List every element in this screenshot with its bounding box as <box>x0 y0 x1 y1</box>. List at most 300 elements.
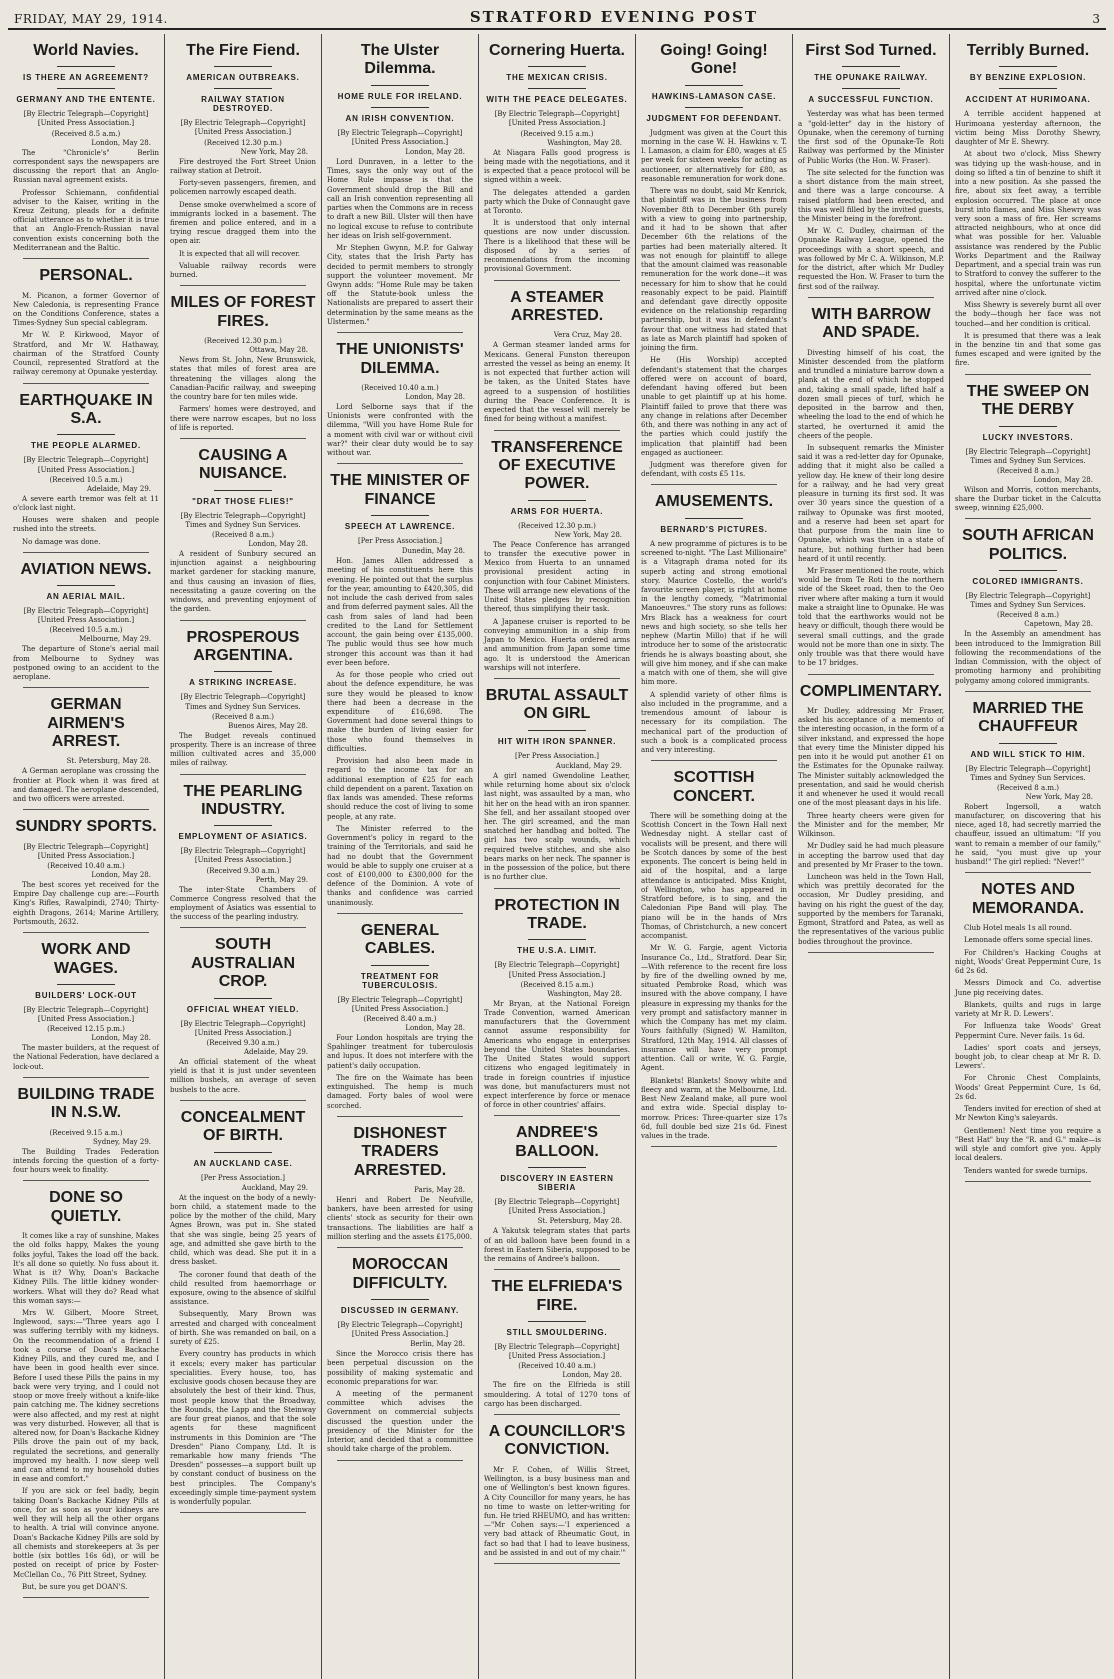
article-paragraph: Since the Morocco crisis there has been perpetual discussion on the possibility of making systematic and economic preparations for war. <box>327 1350 473 1386</box>
article-paragraph: If you are sick or feel badly, begin taking Doan's Backache Kidney Pills at once, for as soon as your kidneys are well they will help all the other organs to health. A trial will convince anyone. Doan's Backache Kidney Pills are sold by all chemists and storekeepers at 3s per bottle (six bottles 16s 6d), or will be posted on receipt of price by Foster-McClellan Co., 76 Pitt Street, Sydney. <box>13 1487 159 1579</box>
article-paragraph: It is presumed that there was a leak in the benzine tin and that some gas fumes escaped and were ignited by the fire. <box>955 331 1101 368</box>
article-paragraph: It is understood that only internal questions are now under discussion. There is a likelihood that these will be disposed of by a series of recommendations from the incoming provisional Government. <box>484 219 630 274</box>
article-divider <box>494 888 620 889</box>
article-deck: DISCOVERY IN EASTERN SIBERIA <box>500 1174 614 1193</box>
article-divider <box>494 1563 620 1564</box>
article-divider <box>23 1597 149 1598</box>
article-headline: THE SWEEP ON THE DERBY <box>966 382 1090 419</box>
article-paragraph: Subsequently, Mary Brown was arrested and charged with concealment of birth. She was remanded on bail, on a surety of £25. <box>170 1310 316 1347</box>
divider-rule <box>685 85 743 86</box>
article-headline: BUILDING TRADE IN N.S.W. <box>17 1085 155 1122</box>
article-paragraph: Dense smoke overwhelmed a score of immigrants locked in a basement. The firemen and police entered, and in a trying rescue dragged them into the open air. <box>170 200 316 246</box>
article <box>13 1086 159 1181</box>
article-divider <box>23 809 149 810</box>
article-deck: OFFICIAL WHEAT YIELD. <box>186 1004 300 1014</box>
article <box>955 42 1101 375</box>
article-headline: EARTHQUAKE IN S.A. <box>19 391 153 428</box>
article <box>327 341 473 464</box>
article-headline: GERMAN AIRMEN'S ARREST. <box>47 696 125 751</box>
article-paragraph: Blankets, quilts and rugs in large variety at Mr R. D. Lewers'. <box>955 1000 1101 1019</box>
wire-credit: [By Electric Telegraph—Copyright] [United Press Association.] <box>337 1320 463 1338</box>
divider-rule <box>999 570 1057 571</box>
article <box>170 447 316 621</box>
article-headline: SOUTH AUSTRALIAN CROP. <box>191 936 295 991</box>
article-divider <box>23 932 149 933</box>
wire-credit: [By Electric Telegraph—Copyright] [United Press Association.] <box>494 1343 620 1361</box>
article-divider <box>23 1077 149 1078</box>
received-time: (Received 10.40 a.m.) <box>361 383 439 392</box>
article-paragraph: There will be something doing at the Scottish Concert in the Town Hall next Wednesday night. A stellar cast of vocalists will be present, and there will be Scotch dances by some of the best exponents. The concert is being held in aid of the hospital, and a large attendance is anticipated. Miss Knight, of Wellington, who has appeared in Stratford before, is to sing, and the Caledonian Pipe Band will play. The piano will be in the hands of Mrs Thomas, of Christchurch, a new concert accompanist. <box>641 812 787 941</box>
article-deck: TREATMENT FOR TUBERCULOSIS. <box>360 971 440 990</box>
wire-credit: [Per Press Association.] <box>201 1173 285 1182</box>
article-paragraph: In subsequent remarks the Minister said it was a red-letter day for Opunake, adding that it might also be called a yellow day. He knew of their long desire for a railway, and he had very great pleasure in turning its first sod. It was over 30 years since the question of a railway to Opunake was first mooted, and a reserve had been set apart for that purpose from the main line to Opunake, which was then in a state of nature, but nothing further had been heard of it until recently. <box>798 443 944 563</box>
article-headline: Cornering Huerta. <box>488 42 625 59</box>
article-paragraph: Mr Bryan, at the National Foreign Trade Convention, warned American manufacturers that the Government cannot assume responsibility for Americans who engage in enterprises beyond the United States boundaries. The United States would support citizens who engaged legitimately in trade in foreign countries if injustice was done, but manufacturers must not expect interference by force or menace of force in other countries' affairs. <box>484 999 630 1110</box>
article-paragraph: There was no doubt, said Mr Kenrick, that plaintiff was in the business from November 8th to December 6th purely with a view to going into partnership, and it had to be shown that after December 6th the relations of the parties had been materially altered. It was not enough for plaintiff to allege that the amount claimed was reasonable remuneration for the work done—it was necessary for him to show that he could reasonably expect to be paid. Plaintiff and defendant gave directly opposite evidence on the relationship regarding partnership, but it was in defendant's favour that one witness had stated that as late as March plaintiff had spoken of joining the firm. <box>641 187 787 353</box>
divider-rule <box>214 825 272 826</box>
article-paragraph: Forty-seven passengers, firemen, and policemen narrowly escaped death. <box>170 179 316 197</box>
divider-rule <box>214 671 272 672</box>
article <box>170 629 316 775</box>
article-deck: STILL SMOULDERING. <box>506 1328 608 1338</box>
article-divider <box>180 285 306 286</box>
article-divider <box>180 774 306 775</box>
article-headline: AMUSEMENTS. <box>654 493 774 511</box>
article <box>484 1124 630 1270</box>
dateline: London, May 28. <box>562 1371 622 1380</box>
article <box>641 42 787 485</box>
received-time: (Received 8.40 a.m.) <box>363 1014 437 1023</box>
article <box>798 683 944 953</box>
dateline: Auckland, May 29. <box>241 1183 308 1192</box>
dateline: London, May 28. <box>91 138 151 147</box>
divider-rule <box>57 88 115 89</box>
article-paragraph: Henri and Robert De Neufville, bankers, have been arrested for using clients' stock as security for their own transactions. The liabilities are half a million sterling and the assets £175,000. <box>327 1195 473 1241</box>
article-paragraph: Mr Stephen Gwynn, M.P. for Galway City, states that the Irish Party has decided to permit members to strongly support the volunteer movement. Mr Gwynn adds: "Home Rule may be taken off the Statute-book unless the Nationalists are prepared to assert their determination by the same means as the Ulstermen." <box>327 244 473 326</box>
dateline: New York, May 28. <box>554 530 622 539</box>
dateline: Perth, May 29. <box>255 875 308 884</box>
article-divider <box>965 1181 1091 1182</box>
article-divider <box>337 1247 463 1248</box>
article-paragraph: Mr W. C. Dudley, chairman of the Opunake Railway League, opened the proceedings with a short speech, and was followed by Mr C. A. Wilkinson, M.P. for the district, after which Mr Dudley requested the Hon. W. Fraser to turn the first sod of the railway. <box>798 227 944 291</box>
article-paragraph: Four London hospitals are trying the Spahlinger treatment for tuberculosis and lupus. It does not interfere with the patient's daily occupation. <box>327 1033 473 1070</box>
article-divider <box>180 1100 306 1101</box>
article-divider <box>651 760 777 761</box>
column-4 <box>479 34 636 1679</box>
article <box>13 561 159 689</box>
article-paragraph: A terrible accident happened at Hurimoana yesterday afternoon, the victim being Miss Dorothy Shewry, daughter of Mr E. Shewry. <box>955 110 1101 147</box>
article-paragraph: Houses were shaken and people rushed into the streets. <box>13 516 159 534</box>
article-paragraph: In the Assembly an amendment has been introduced to the Immigration Bill following the recommendations of the Indian Commission, with the object of promoting harmony and prohibiting polygamy among colored immigrants. <box>955 630 1101 685</box>
article-divider <box>808 952 934 953</box>
article-paragraph: A German aeroplane was crossing the frontier at Plock when it was fired at and damaged. The aeroplane descended, and two officers were arrested. <box>13 767 159 804</box>
article-divider <box>337 332 463 333</box>
dateline: London, May 28. <box>248 540 308 549</box>
dateline: Sydney, May 29. <box>92 1137 151 1146</box>
article-headline: First Sod Turned. <box>805 42 937 59</box>
wire-credit: [By Electric Telegraph—Copyright] [United Press Association.] <box>180 119 306 137</box>
divider-rule <box>999 88 1057 89</box>
column-1 <box>8 34 165 1679</box>
wire-credit: [Per Press Association.] <box>358 537 442 546</box>
article-paragraph: Provision had also been made in regard to the income tax for an additional exemption of £25 for each child dependent on a parent. Taxation on flax lands was amended. These reforms should reduce the cost of living to some people, at any rate. <box>327 757 473 821</box>
wire-credit: [By Electric Telegraph—Copyright] Times and Sydney Sun Services. <box>965 764 1091 782</box>
article-paragraph: Mr Dudley said he had much pleasure in accepting the barrow used that day and presented by Mr Fraser to the town. <box>798 842 944 869</box>
article <box>955 527 1101 691</box>
dateline: Washington, May 28. <box>547 989 622 998</box>
article-deck: AMERICAN OUTBREAKS. <box>186 73 300 83</box>
article-deck: DISCUSSED IN GERMANY. <box>340 1305 460 1315</box>
article-paragraph: Valuable railway records were burned. <box>170 261 316 280</box>
article-paragraph: A German steamer landed arms for Mexicans. General Funston thereupon arrested the vessel as being an enemy. It is not expected that further action will be taken, as the United States have agreed to a suspension of hostilities during the Peace Conference. It is expected that the vessel will merely be fined for being without a manifest. <box>484 341 630 424</box>
article <box>13 267 159 384</box>
dateline: St. Petersburg, May 28. <box>66 757 151 766</box>
article-divider <box>965 518 1091 519</box>
divider-rule <box>528 1167 586 1168</box>
wire-credit: [By Electric Telegraph—Copyright] [United Press Association.] <box>180 847 306 865</box>
article-paragraph: Yesterday was what has been termed a "gold-letter" day in the history of Opunake, when the ceremony of turning the first sod of the Opunake-Te Roti Railway was performed by the Minister of Public Works (the Hon. W. Fraser). <box>798 110 944 165</box>
article-headline: Terribly Burned. <box>966 42 1090 59</box>
wire-credit: [By Electric Telegraph—Copyright] Times and Sydney Sun Services. <box>180 693 306 711</box>
article-paragraph: An official statement of the wheat yield is that it is just under seventeen million bushels, an average of seven bushels to the acre. <box>170 1057 316 1094</box>
article-divider <box>965 374 1091 375</box>
divider-rule <box>214 1152 272 1153</box>
article-divider <box>965 872 1091 873</box>
article-deck: ACCIDENT AT HURIMOANA. <box>965 95 1091 105</box>
wire-credit: [By Electric Telegraph—Copyright] [United Press Association.] <box>23 456 149 474</box>
article-headline: SCOTTISH CONCERT. <box>673 769 755 805</box>
article-paragraph: Mr W. P. Kirkwood, Mayor of Stratford, and Mr W. Hathaway, chairman of the Stratford County Council, represented Stratford at the railway ceremony at Opunake yesterday. <box>13 331 159 377</box>
wire-credit: [By Electric Telegraph—Copyright] [United Press Association.] <box>337 128 463 146</box>
page-number: 3 <box>1092 12 1100 26</box>
article <box>13 818 159 933</box>
article-headline: A STEAMER ARRESTED. <box>510 288 604 325</box>
dateline: Auckland, May 29. <box>555 761 622 770</box>
divider-rule <box>57 66 115 67</box>
article-paragraph: Mr Dudley, addressing Mr Fraser, asked his acceptance of a memento of the interesting occasion, in the form of a silver inkstand, and expressed the hope that every time the Minister dipped his pen into it he would put another £1 on the Estimates for the Opunake railway. The Minister suitably acknowledged the presentation, and said he would cherish it and whenever he used it would recall one of the most pleasant days in his life. <box>798 706 944 808</box>
article-headline: THE PEARLING INDUSTRY. <box>183 782 303 818</box>
article-paragraph: A girl named Gwendoline Leather, while returning home about six o'clock last night, was assaulted by a man, who hit her on the head with an iron spanner. She fell, and her assailant stooped over her. The girl screamed, and the man snatched her handbag and bolted. The girl has two scalp wounds, which required twelve stitches, and she also bears marks on her neck. The spanner is in the possession of the police, but there is no further clue. <box>484 771 630 882</box>
article <box>798 42 944 298</box>
article-headline: PROTECTION IN TRADE. <box>494 896 620 933</box>
article-deck: AND WILL STICK TO HIM. <box>970 749 1086 759</box>
article-deck: THE U.S.A. LIMIT. <box>517 946 597 956</box>
divider-rule <box>999 426 1057 427</box>
article-headline: MARRIED THE CHAUFFEUR <box>972 699 1084 736</box>
article-headline: WITH BARROW AND SPADE. <box>811 305 931 342</box>
article-deck: BUILDERS' LOCK-OUT <box>35 990 137 1000</box>
article-divider <box>651 484 777 485</box>
received-time: (Received 8 a.m.) <box>997 783 1059 792</box>
wire-credit: [Per Press Association.] <box>515 751 599 760</box>
article-headline: COMPLIMENTARY. <box>799 682 943 700</box>
divider-rule <box>842 66 900 67</box>
wire-credit: [By Electric Telegraph—Copyright] [United Press Association.] <box>23 110 149 128</box>
article-paragraph: Lemonade offers some special lines. <box>964 936 1093 945</box>
article <box>327 42 473 333</box>
article-divider <box>180 620 306 621</box>
article-headline: ANDREE'S BALLOON. <box>515 1124 599 1160</box>
article-headline: SOUTH AFRICAN POLITICS. <box>962 527 1094 563</box>
article-paragraph: The inter-State Chambers of Commerce Congress resolved that the employment of Asiatics was essential to the success of the pearling industry. <box>170 885 316 922</box>
article-paragraph: It comes like a ray of sunshine, Makes the old folks happy, Makes the young folks joyful, Takes the load off the back. It's all done so quietly. No fuss about it. What is it? Why, Doan's Backache Kidney Pills. The little kidney wonder-workers. What will they do? Read what this woman says:— <box>13 1232 159 1305</box>
article <box>484 439 630 679</box>
received-time: (Received 8.5 a.m.) <box>51 129 121 138</box>
article-paragraph: At Niagara Falls good progress is being made with the negotiations, and it is expected that a peace protocol will be signed within a week. <box>484 148 630 185</box>
wire-credit: [By Electric Telegraph—Copyright] [United Press Association.] <box>494 110 620 128</box>
divider-rule <box>214 88 272 89</box>
article-paragraph: Gentlemen! Next time you require a "Best Hat" buy the "R. and G." make—is will style and comfort give you. Apply local dealers. <box>955 1126 1101 1163</box>
article-deck: ARMS FOR HUERTA. <box>510 506 604 516</box>
article-headline: DISHONEST TRADERS ARRESTED. <box>353 1124 447 1179</box>
article-divider <box>337 1460 463 1461</box>
article-deck: AN AUCKLAND CASE. <box>193 1158 293 1168</box>
received-time: (Received 8.15 a.m.) <box>520 980 594 989</box>
article-paragraph: For Chronic Chest Complaints, Woods' Great Peppermint Cure, 1s 6d, 2s 6d. <box>955 1074 1101 1101</box>
article-deck: COLORED IMMIGRANTS. <box>972 577 1084 587</box>
divider-rule <box>57 434 115 435</box>
issue-date: FRIDAY, MAY 29, 1914. <box>14 12 168 26</box>
dateline: London, May 28. <box>91 871 151 879</box>
article-divider <box>23 552 149 553</box>
article-headline: World Navies. <box>33 42 139 59</box>
received-time: (Received 12.30 p.m.) <box>204 138 282 147</box>
article-divider <box>494 430 620 431</box>
dateline: New York, May 28. <box>240 147 308 156</box>
article-paragraph: Blankets! Blankets! Snowy white and fleecy and warm, at the Melbourne, Ltd. Best New Zealand make, all pure wool and extra wide. Special display to-morrow. Prices: Three-quarter size 17s 6d, full double bed size 21s 6d. Finest values in the trade. <box>641 1076 787 1140</box>
article-divider <box>494 1115 620 1116</box>
article-paragraph: Mrs W. Gilbert, Moore Street, Inglewood, says:—"Three years ago I was suffering terribly with my kidneys. On the recommendation of a friend I took a course of Doan's Backache Kidney Pills, and they cured me, and I have been in good health ever since. Before I used these Pills the pains in my back were very trying, and I could not stoop or move freely without a knife-like pain catching me. The kidney secretions were also affected, and my rest at night was very disturbed. However, all that is altered now, for Doan's Backache Kidney Pills drove the pain out of my back, regulated the secretions, and generally improved my health. I now sleep well and can attend to my household duties in ease and comfort." <box>13 1308 159 1484</box>
article-paragraph: Professor Schiemann, confidential adviser to the Kaiser, writing in the Kreuz Zeitung, pleads for a definite official utterance as to whether it is true that an Anglo-French-Russian naval convention exists concerning both the Mediterranean and the Baltic. <box>13 188 159 252</box>
article-paragraph: The delegates attended a garden party which the Duke of Connaught gave at Toronto. <box>484 188 630 215</box>
article-headline: AVIATION NEWS. <box>20 560 152 578</box>
wire-credit: [By Electric Telegraph—Copyright] [United Press Association.] <box>23 842 149 860</box>
paper-name: STRATFORD EVENING POST <box>469 8 759 26</box>
dateline: Paris, May 28. <box>414 1185 465 1194</box>
article-headline: THE UNIONISTS' DILEMMA. <box>336 341 464 377</box>
article-deck: BERNARD'S PICTURES. <box>660 524 768 534</box>
received-time: (Received 12.30 p.m.) <box>518 521 596 530</box>
article-deck: THE OPUNAKE RAILWAY. <box>814 73 928 83</box>
article <box>327 1256 473 1461</box>
received-time: (Received 8 a.m.) <box>212 531 274 540</box>
article-divider <box>494 280 620 281</box>
article-divider <box>23 1180 149 1181</box>
article-paragraph: The departure of Stone's aerial mail from Melbourne to Sydney was postponed owing to an accident to the aeroplane. <box>13 645 159 682</box>
divider-rule <box>57 984 115 985</box>
article <box>170 1109 316 1514</box>
article <box>484 1278 630 1415</box>
wire-credit: [By Electric Telegraph—Copyright] [United Press Association.] <box>23 607 149 625</box>
article-divider <box>23 258 149 259</box>
article-paragraph: Divesting himself of his coat, the Minister descended from the platform and trundled a miniature barrow down a plank at the end of which he stopped and, taking a small spade, lifted half a dozen small pieces of turf, which he deposited in the barrow and then, wheeling the load to the end of which he started, he overturned it amid the cheers of the people. <box>798 348 944 440</box>
article <box>13 941 159 1078</box>
article-paragraph: The Peace Conference has arranged to transfer the executive power in Mexico from Huerta to an unnamed provisional president acting in conjunction with four Cabinet Ministers. These will arrange new elevations of the United States pledges by recognition thereof, thus simplifying their task. <box>484 540 630 614</box>
received-time: (Received 8 a.m.) <box>997 611 1059 620</box>
article-divider <box>651 1146 777 1147</box>
column-2 <box>165 34 322 1679</box>
article-deck: A STRIKING INCREASE. <box>189 678 297 688</box>
dateline: Adelaide, May 29. <box>243 1047 308 1056</box>
article-paragraph: A severe earth tremor was felt at 11 o'clock last night. <box>13 494 159 512</box>
wire-credit: [By Electric Telegraph—Copyright] [United Press Association.] <box>23 1005 149 1024</box>
article-paragraph: The best scores yet received for the Empire Day challenge cup are:—Fourth King's Rifles, Rawalpindi, 2740; Thirty-eighth Dragons, 2614; Marine Artillery, Portsmouth, 2632. <box>13 881 159 926</box>
received-time: (Received 9.30 a.m.) <box>206 1038 280 1047</box>
dateline: Adelaide, May 29. <box>86 484 151 493</box>
masthead <box>8 0 1106 30</box>
article-paragraph: At about two o'clock, Miss Shewry was tidying up the wash-house, and in doing so lifted a tin of benzine to shift it into a new position. As she passed the fire, about six feet away, a terrible explosion occurred. The place at once burst into flames, and Miss Shewry was very soon a mass of fire. Her screams attracted neighbours, who at once did what was possible for her. Valuable assistance was rendered by the Public Works Department and the Railway Department, and a special train was run to Stratford to convey the sufferer to the hospital, where the unfortunate victim arrived after nine o'clock. <box>955 150 1101 297</box>
article <box>13 42 159 259</box>
article-divider <box>965 691 1091 692</box>
received-time: (Received 8 a.m.) <box>212 712 274 721</box>
divider-rule <box>371 85 429 86</box>
article-paragraph: Ladies' sport coats and jerseys, bought job, to clear cheap at Mr R. D. Lewers'. <box>955 1043 1101 1071</box>
article-paragraph: The Building Trades Federation intends forcing the question of a forty-four hours week to finality. <box>13 1147 159 1175</box>
wire-credit: [By Electric Telegraph—Copyright] Times and Sydney Sun Services. <box>180 511 306 529</box>
column-3 <box>322 34 479 1679</box>
received-time: (Received 10.5 a.m.) <box>49 626 123 635</box>
article-deck: RAILWAY STATION DESTROYED. <box>201 95 285 114</box>
article-paragraph: Messrs Dimock and Co. advertise June pig receiving dates. <box>955 979 1101 997</box>
article-divider <box>494 678 620 679</box>
divider-rule <box>528 500 586 501</box>
article-paragraph: Lord Dunraven, in a letter to the Times, says the only way out of the Home Rule impasse is that the Government should drop the Bill and call an Irish convention representing all parties when the Commons are in recess to draft a new Bill. Ulster will then have no logical excuse to refuse to contribute her ideas on Irish self-government. <box>327 157 473 240</box>
article <box>955 881 1101 1181</box>
dateline: Vera Cruz, May 28. <box>553 331 622 340</box>
dateline: Dunedin, May 28. <box>401 547 465 556</box>
wire-credit: [By Electric Telegraph—Copyright] [United Press Association.] <box>337 995 463 1013</box>
article <box>327 922 473 1117</box>
article-paragraph: For Influenza take Woods' Great Peppermint Cure. Never fails. 1s 6d. <box>955 1022 1101 1040</box>
article-paragraph: The fire on the Waimate has been extinguished. The hemp is much damaged. Forty bales of wool were scorched. <box>327 1073 473 1110</box>
article-paragraph: The fire on the Elfrieda is still smouldering. A total of 1270 tons of cargo has been discharged. <box>484 1381 630 1408</box>
article-deck: HIT WITH IRON SPANNER. <box>497 736 617 746</box>
article-paragraph: Three hearty cheers were given for the Minister and for the member, Mr Wilkinson. <box>798 811 944 839</box>
article-paragraph: A Japanese cruiser is reported to be conveying ammunition in a ship from Japan to Mexico. Huerta ordered arms and ammunition from Japan some time ago. It is understood the American warships will not interfere. <box>484 617 630 672</box>
article-deck: "DRAT THOSE FLIES!" <box>192 496 294 506</box>
article-paragraph: He (His Worship) accepted defendant's statement that the charges offered were on account of board, defendant having offered but been unable to get plaintiff up at his home. Plaintiff failed to prove that there was any change in relations after December 6th, and there was nothing in any act of the parties which could justify the implication that plaintiff had been engaged as auctioneer. <box>641 356 787 457</box>
dateline: London, May 28. <box>91 1034 151 1043</box>
article-headline: CONCEALMENT OF BIRTH. <box>180 1108 306 1145</box>
article-headline: PERSONAL. <box>39 267 133 285</box>
received-time: (Received 9.15 a.m.) <box>49 1128 123 1137</box>
article-paragraph: It is expected that all will recover. <box>179 249 301 258</box>
article-paragraph: A Yakutsk telegram states that parts of an old balloon have been found in a forest in Eastern Siberia, supposed to be the remains of Andree's balloon. <box>484 1227 630 1264</box>
article-headline: TRANSFERENCE OF EXECUTIVE POWER. <box>491 438 623 493</box>
article-deck: IS THERE AN AGREEMENT? <box>23 73 149 83</box>
article-divider <box>808 297 934 298</box>
received-time: (Received 10.40 a.m.) <box>518 1362 596 1371</box>
article-headline: MILES OF FOREST FIRES. <box>170 294 316 330</box>
article-paragraph: No damage was done. <box>22 537 101 546</box>
dateline: London, May 28. <box>405 392 465 401</box>
article-headline: A COUNCILLOR'S CONVICTION. <box>488 1423 626 1459</box>
divider-rule <box>528 1321 586 1322</box>
article-deck: THE MEXICAN CRISIS. <box>506 73 608 83</box>
dateline: Ottawa, May 28. <box>249 346 308 355</box>
article-headline: SUNDRY SPORTS. <box>15 818 157 836</box>
column-grid <box>8 34 1106 1679</box>
article-paragraph: A resident of Sunbury secured an injunction against a neighbouring market gardener for stacking manure, and thus causing an invasion of flies, necessitating a gauze covering on the windows, and preventing enjoyment of the garden. <box>170 550 316 614</box>
divider-rule <box>57 585 115 586</box>
divider-rule <box>528 66 586 67</box>
column-5 <box>636 34 793 1679</box>
article-headline: NOTES AND MEMORANDA. <box>972 881 1084 917</box>
article <box>484 687 630 889</box>
article-headline: WORK AND WAGES. <box>41 941 131 977</box>
dateline: London, May 28. <box>405 1023 465 1032</box>
article-divider <box>808 674 934 675</box>
wire-credit: [By Electric Telegraph—Copyright] [United Press Association.] <box>494 961 620 979</box>
article <box>641 769 787 1147</box>
article-deck: EMPLOYMENT OF ASIATICS. <box>178 832 308 842</box>
article-divider <box>337 463 463 464</box>
article-headline: The Ulster Dilemma. <box>360 42 440 78</box>
divider-rule <box>371 107 429 108</box>
article-headline: The Fire Fiend. <box>186 42 300 59</box>
article-divider <box>337 913 463 914</box>
article <box>484 42 630 281</box>
article-deck: SPEECH AT LAWRENCE. <box>344 522 456 532</box>
article-divider <box>23 383 149 384</box>
divider-rule <box>685 107 743 108</box>
article-headline: PROSPEROUS ARGENTINA. <box>186 628 300 665</box>
article-headline: MOROCCAN DIFFICULTY. <box>352 1256 448 1292</box>
article-paragraph: For Children's Hacking Coughs at night, Woods' Great Peppermint Cure, 1s 6d 2s 6d. <box>955 948 1101 976</box>
article <box>170 936 316 1100</box>
dateline: St. Petersburg, May 28. <box>537 1217 622 1226</box>
article-deck: HAWKINS-LAMASON CASE. <box>651 91 777 101</box>
article <box>955 383 1101 520</box>
article-paragraph: Hon. James Allen addressed a meeting of his constituents here this evening. He pointed out that the surplus for the year, amounting to £420,305, did not include the cash derived from sales and from deferred payment sales. All the cash from sales of land had been credited to the Land for Settlement account, the gain being over £135,000. The public would thus see how much stronger this account was than it had ever been before. <box>327 557 473 667</box>
dateline: London, May 28. <box>405 147 465 156</box>
dateline: Capetown, May 28. <box>1024 620 1093 629</box>
divider-rule <box>528 88 586 89</box>
article-paragraph: The site selected for the function was a short distance from the main street, and there was a large concourse. A raised platform had been erected, and this was well filled by the invited guests, the Minister being in the forefront. <box>798 168 944 223</box>
article-paragraph: A new programme of pictures is to be screened to-night. "The Last Millionaire" is a Vitagraph drama noted for its superb acting and strong emotional story. Maurice Costello, the world's favourite screen player, is right at home in the lengthy comedy, "Matrimonial Manoeuvres." The story runs as follows: Mrs Black has a weakness for court news and high society, so she tells her nephew (Martin Millo) that if he will introduce her to some of the aristocratic friends he is always boasting about, she will give him money, and if she can make a match with one of them, she will give him more. <box>641 539 787 687</box>
divider-rule <box>842 88 900 89</box>
article <box>13 1189 159 1598</box>
article <box>798 306 944 675</box>
article-paragraph: Farmers' homes were destroyed, and there were narrow escapes, but no loss of life is reported. <box>170 405 316 432</box>
received-time: (Received 12.15 p.m.) <box>47 1025 125 1034</box>
divider-rule <box>685 518 743 519</box>
article <box>484 1423 630 1564</box>
received-time: (Received 9.15 a.m.) <box>520 129 594 138</box>
article <box>170 42 316 286</box>
article-paragraph: A meeting of the permanent committee which advises the Government on commercial subjects discussed the question under the presidency of the Minister for the Interior, and decided that a committee should take charge of the problem. <box>327 1390 473 1454</box>
article-divider <box>23 687 149 688</box>
article-deck: JUDGMENT FOR DEFENDANT. <box>646 113 782 123</box>
received-time: (Received 10.5 a.m.) <box>49 475 123 484</box>
dateline: London, May 28. <box>1033 475 1093 484</box>
article-deck: A SUCCESSFUL FUNCTION. <box>808 95 934 105</box>
article <box>484 897 630 1117</box>
article-paragraph: The Budget reveals continued prosperity. There is an increase of three million cultivated acres and 35,000 miles of railway. <box>170 731 316 768</box>
article-paragraph: At the inquest on the body of a newly-born child, a statement made to the police by the mother of the child, Mary Agnes Brown, was put in. She stated that she was single, being 25 years of age, and admitted she gave birth to the child, which was dead. She put it in a dress basket. <box>170 1193 316 1267</box>
article-deck: WITH THE PEACE DELEGATES. <box>486 95 628 105</box>
article <box>484 289 630 431</box>
article-divider <box>180 1512 306 1513</box>
article-paragraph: A splendid variety of other films is also included in the programme, and a tremendous amount of labour is necessary for its compilation. The mechanical part of the production of such a book is a complicated process and very interesting. <box>641 690 787 754</box>
divider-rule <box>999 743 1057 744</box>
article <box>170 294 316 439</box>
wire-credit: [By Electric Telegraph—Copyright] Times and Sydney Sun Services. <box>965 447 1091 465</box>
article <box>955 700 1101 874</box>
article-paragraph: But, be sure you get DOAN'S. <box>22 1582 128 1591</box>
article <box>641 493 787 761</box>
received-time: (Received 12.30 p.m.) <box>204 337 282 346</box>
